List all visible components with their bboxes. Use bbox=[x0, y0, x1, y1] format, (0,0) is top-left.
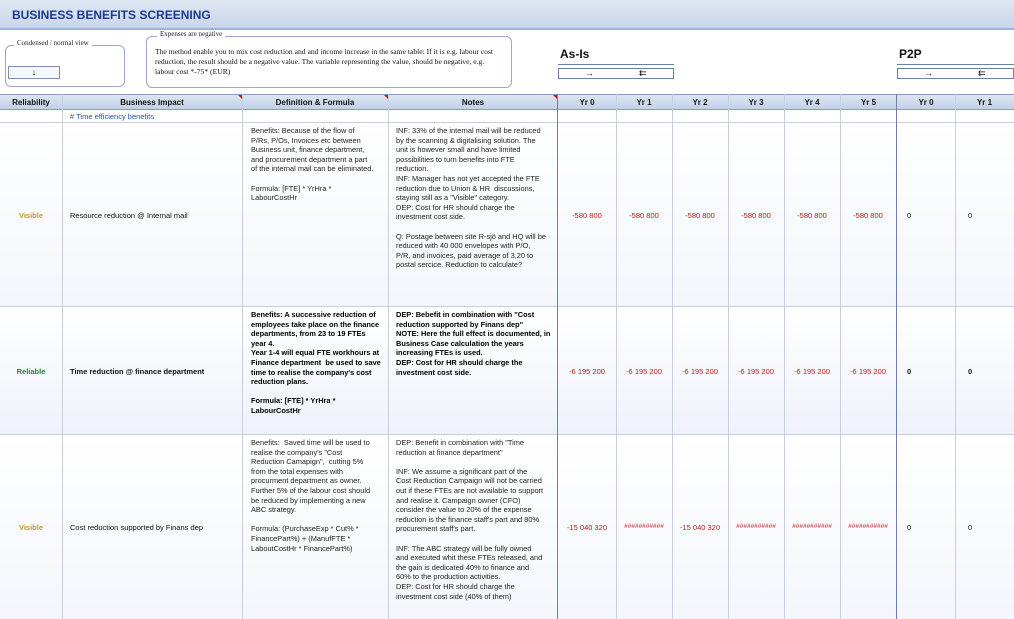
asis-yr2-value[interactable]: -6 195 200 bbox=[682, 367, 718, 376]
col-notes[interactable]: Notes bbox=[461, 98, 485, 107]
col-asis-yr5[interactable]: Yr 5 bbox=[860, 98, 877, 107]
asis-yr3-value[interactable]: -6 195 200 bbox=[738, 367, 774, 376]
asis-yr0-value[interactable]: -6 195 200 bbox=[569, 367, 605, 376]
col-asis-yr4[interactable]: Yr 4 bbox=[804, 98, 820, 107]
view-toggle-button[interactable] bbox=[8, 66, 60, 79]
grid-line bbox=[242, 94, 243, 619]
col-asis-yr0[interactable]: Yr 0 bbox=[579, 98, 595, 107]
col-asis-yr2[interactable]: Yr 2 bbox=[692, 98, 708, 107]
p2p-yr1-value[interactable]: 0 bbox=[968, 523, 973, 532]
notes-cell[interactable]: INF: 33% of the internal mail will be reduced by the scanning & digitalising solution. The unit is however small and have limited possibilities to turn benefits into FTE reduction. INF: Manager has not yet accepted the FTE reduction due to Union & HR discussions, staying still as a "Visible" category. DEP: Cost for HR should charge the investment cost side. Q: Postage between site R-sjö and HQ will be reduced with 40 000 envelopes with P/O, P/R, and invoices, paid average of 3,20 to postal sercice. Reduction to calculate? bbox=[396, 126, 546, 270]
reliability-cell[interactable]: Reliable bbox=[16, 367, 46, 376]
grid-line bbox=[672, 94, 673, 619]
asis-yr4-value[interactable]: -6 195 200 bbox=[794, 367, 830, 376]
col-asis-yr1[interactable]: Yr 1 bbox=[636, 98, 652, 107]
reliability-cell[interactable]: Visible bbox=[18, 211, 44, 220]
asis-collapse-left-icon[interactable]: ⇇ bbox=[639, 68, 647, 78]
method-panel bbox=[146, 30, 512, 88]
grid-line bbox=[557, 94, 558, 619]
asis-nav-buttons bbox=[558, 68, 674, 79]
asis-yr1-value[interactable]: ########### bbox=[624, 523, 664, 530]
asis-yr4-value[interactable]: ########### bbox=[792, 523, 832, 530]
table-row bbox=[0, 435, 1014, 619]
grid-line bbox=[840, 94, 841, 619]
p2p-section-title: P2P bbox=[899, 47, 922, 61]
grid-line bbox=[62, 94, 63, 619]
section-subheader-label: # Time efficiency benefits bbox=[70, 112, 155, 121]
p2p-yr0-value[interactable]: 0 bbox=[907, 211, 912, 220]
p2p-expand-right-icon[interactable]: → bbox=[924, 68, 933, 78]
arrow-down-icon: ↓ bbox=[31, 67, 37, 77]
col-business-impact[interactable]: Business Impact bbox=[120, 98, 184, 107]
asis-yr4-value[interactable]: -580 800 bbox=[797, 211, 827, 220]
asis-section-line bbox=[558, 64, 674, 65]
definition-cell[interactable]: Benefits: A successive reduction of employees take place on the finance departments, from 23 to 19 FTEs year 4. Year 1-4 will equal FTE workhours at Finance department be used to save time to realise the company's cost reduction plans. Formula: [FTE] * YrHra * LabourCostHr bbox=[251, 310, 381, 415]
impact-cell[interactable]: Resource reduction @ Internal mail bbox=[70, 211, 188, 220]
definition-cell[interactable]: Benefits: Saved time will be used to realise the company's "Cost Reduction Camapign", cutting 5% from the total expenses with procurment department as owner. Further 5% of the labour cost should be reduced by implementing a new ABC strategy. Formula: (PurchaseExp * Cut% * FinancePart%) + (ManufFTE * LaboutCostHr * FinancePart%) bbox=[251, 438, 371, 553]
asis-section-title: As-Is bbox=[560, 47, 590, 61]
asis-yr5-value[interactable]: -6 195 200 bbox=[850, 367, 886, 376]
p2p-yr0-value[interactable]: 0 bbox=[907, 523, 912, 532]
column-header-row bbox=[0, 94, 1014, 110]
p2p-yr1-value[interactable]: 0 bbox=[968, 211, 973, 220]
col-p2p-yr0[interactable]: Yr 0 bbox=[918, 98, 934, 107]
asis-expand-right-icon[interactable]: → bbox=[585, 68, 594, 78]
grid-line bbox=[728, 94, 729, 619]
asis-yr5-value[interactable]: ########### bbox=[848, 523, 888, 530]
notes-cell[interactable]: DEP: Benefit in combination with "Time reduction at finance department" INF: We assume a significant part of the Cost Reduction Campaign will not be carried out if these FTEs are not available to support and realise it. Campaign owner (CFO) consider the value to 20% of the expense reduction is the finance staff's part and 80% procurement staff's part. INF: The ABC strategy will be fully owned and executed whit these FTEs released, and the gain is dedicated 40% to finance and 60% to the production activities. DEP: Cost for HR should charge the investment cost side (40% of them) bbox=[396, 438, 544, 601]
asis-yr1-value[interactable]: -580 800 bbox=[629, 211, 659, 220]
asis-yr0-value[interactable]: -580 800 bbox=[572, 211, 602, 220]
asis-yr5-value[interactable]: -580 800 bbox=[853, 211, 883, 220]
asis-yr3-value[interactable]: -580 800 bbox=[741, 211, 771, 220]
section-subheader-row bbox=[0, 110, 1014, 123]
title-bar bbox=[0, 0, 1014, 30]
table-row bbox=[0, 123, 1014, 307]
p2p-yr0-value[interactable]: 0 bbox=[907, 367, 912, 376]
method-panel-label: Expenses are negative bbox=[157, 30, 225, 38]
col-reliability[interactable]: Reliability bbox=[12, 98, 50, 107]
p2p-section-line bbox=[897, 64, 1014, 65]
grid-line bbox=[784, 94, 785, 619]
grid-line bbox=[388, 94, 389, 619]
table-row bbox=[0, 307, 1014, 435]
col-asis-yr3[interactable]: Yr 3 bbox=[748, 98, 764, 107]
grid-line bbox=[616, 94, 617, 619]
asis-yr2-value[interactable]: -15 040 320 bbox=[679, 523, 721, 532]
definition-cell[interactable]: Benefits: Because of the flow of P/Rs, P/Os, Invoices etc between Business unit, finance department, and procurement department a part of the internal mail can be eliminated. Formula: [FTE] * YrHra * LabourCostHr bbox=[251, 126, 374, 203]
impact-cell[interactable]: Cost reduction supported by Finans dep bbox=[70, 523, 203, 532]
asis-yr2-value[interactable]: -580 800 bbox=[685, 211, 715, 220]
method-description: The method enable you to mix cost reduction and and income increase in the same table: If it is e.g. labour cost reduction, the result should be a negative value. The variable representing the value, should be negative, e.g. labour cost *-75* (EUR) bbox=[155, 47, 494, 76]
p2p-yr1-value[interactable]: 0 bbox=[968, 367, 973, 376]
view-panel-label: Condensed / normal view bbox=[14, 39, 92, 47]
impact-cell[interactable]: Time reduction @ finance department bbox=[70, 367, 205, 376]
p2p-collapse-left-icon[interactable]: ⇇ bbox=[978, 68, 986, 78]
notes-cell[interactable]: DEP: Bebefit in combination with "Cost reduction supported by Finans dep" NOTE: Here the full effect is documented, in Business Case calculation the years increasing FTEs is used. DEP: Cost for HR should charge the investment cost side. bbox=[396, 310, 551, 377]
asis-yr1-value[interactable]: -6 195 200 bbox=[626, 367, 662, 376]
asis-yr3-value[interactable]: ########### bbox=[736, 523, 776, 530]
col-p2p-yr1[interactable]: Yr 1 bbox=[976, 98, 993, 107]
asis-yr0-value[interactable]: -15 040 320 bbox=[566, 523, 608, 532]
page-title: BUSINESS BENEFITS SCREENING bbox=[12, 8, 211, 22]
col-definition[interactable]: Definition & Formula bbox=[275, 98, 355, 107]
reliability-cell[interactable]: Visible bbox=[18, 523, 44, 532]
grid-line bbox=[955, 94, 956, 619]
p2p-nav-buttons bbox=[897, 68, 1014, 79]
grid-line bbox=[896, 94, 897, 619]
